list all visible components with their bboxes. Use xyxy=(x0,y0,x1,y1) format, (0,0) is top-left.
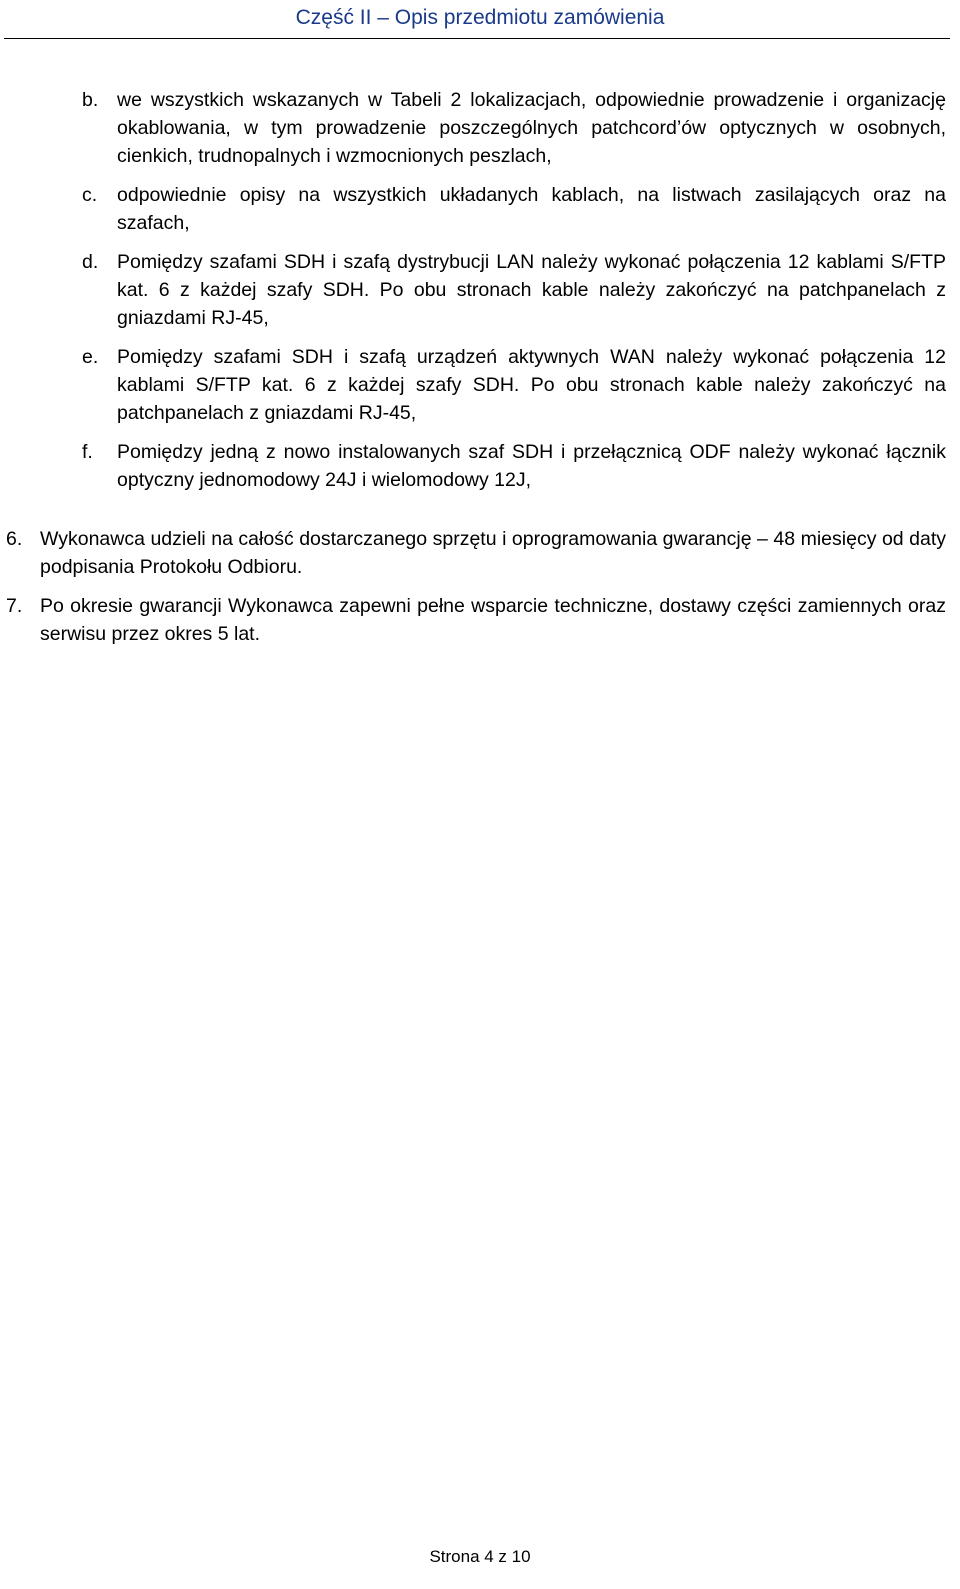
list-marker: d. xyxy=(82,251,99,273)
page-header-title: Część II – Opis przedmiotu zamówienia xyxy=(295,6,665,29)
list-item-text: Pomiędzy szafami SDH i szafą urządzeń aktywnych WAN należy wykonać połączenia 12 kablami S/FTP kat. 6 z każdej szafy SDH. Po obu stronach kable należy zakończyć na patchpanelach z gniazdami RJ-45, xyxy=(117,346,946,424)
list-marker: f. xyxy=(82,441,93,463)
list-item-text: Pomiędzy szafami SDH i szafą dystrybucji LAN należy wykonać połączenia 12 kablami S/FTP kat. 6 z każdej szafy SDH. Po obu stronach kable należy zakończyć na patchpanelach z gniazdami RJ-45, xyxy=(117,251,946,329)
numbered-item xyxy=(6,592,946,648)
page-number: Strona 4 z 10 xyxy=(429,1547,531,1566)
list-item xyxy=(82,86,946,170)
list-marker: e. xyxy=(82,346,99,368)
list-item xyxy=(82,343,946,427)
list-item xyxy=(82,438,946,494)
list-item xyxy=(82,248,946,332)
list-marker: c. xyxy=(82,184,98,206)
list-item-text: we wszystkich wskazanych w Tabeli 2 lokalizacjach, odpowiednie prowadzenie i organizację okablowania, w tym prowadzenie poszczególnych patchcord’ów optycznych w osobnych, cienkich, trudnopalnych i wzmocnionych peszlach, xyxy=(117,89,946,167)
item-number: 6. xyxy=(6,528,23,550)
item-number: 7. xyxy=(6,595,23,617)
list-item-text: odpowiednie opisy na wszystkich układanych kablach, na listwach zasilających oraz na szafach, xyxy=(117,184,946,234)
numbered-item-text: Wykonawca udzieli na całość dostarczanego sprzętu i oprogramowania gwarancję – 48 miesięcy od daty podpisania Protokołu Odbioru. xyxy=(40,528,946,578)
list-item xyxy=(82,181,946,237)
header-divider xyxy=(4,38,950,39)
numbered-item xyxy=(6,525,946,581)
numbered-item-text: Po okresie gwarancji Wykonawca zapewni pełne wsparcie techniczne, dostawy części zamiennych oraz serwisu przez okres 5 lat. xyxy=(40,595,946,645)
section-spacer xyxy=(40,505,946,525)
document-body xyxy=(6,86,946,659)
list-item-text: Pomiędzy jedną z nowo instalowanych szaf SDH i przełącznicą ODF należy wykonać łącznik optyczny jednomodowy 24J i wielomodowy 12J, xyxy=(117,441,946,491)
list-marker: b. xyxy=(82,89,99,111)
